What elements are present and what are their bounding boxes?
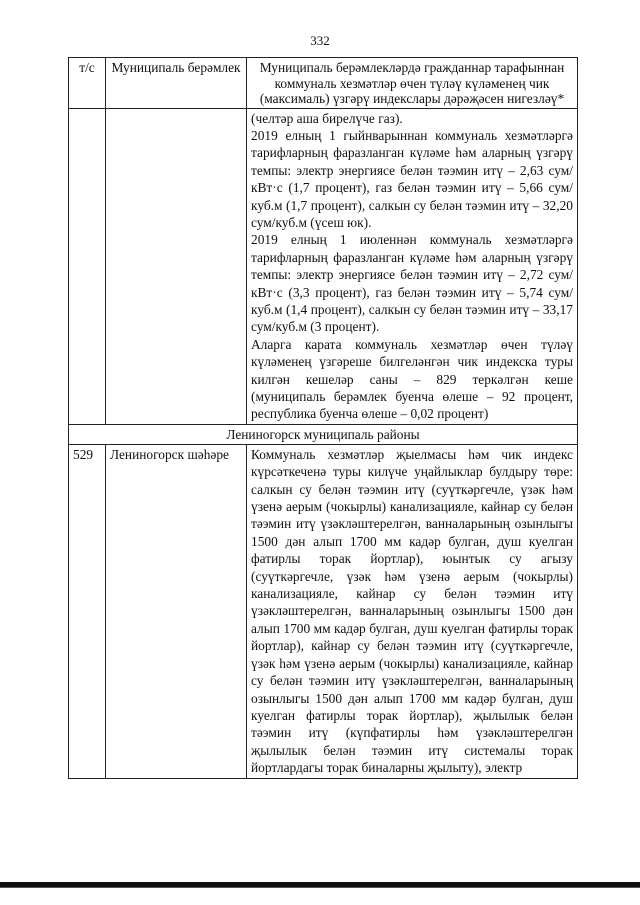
cell-continuation-description	[247, 108, 578, 424]
cell-empty-num	[69, 108, 106, 424]
region-header: Лениногорск муниципаль районы	[69, 424, 578, 444]
table-row	[69, 444, 578, 778]
paragraph: 2019 елның 1 июленнән коммуналь хезмәтләргә тарифларның фаразланган күләме һәм аларның үзгәрү темпы: электр энергиясе белән тәэмин итү – 2,72 сум/кВт·с (3,3 процент), газ белән тәэмин итү – 5,74 сум/куб.м (1,4 процент), салкын су белән тәэмин итү – 33,17 сум/куб.м (3 процент).	[251, 232, 573, 335]
paragraph: Аларга карата коммуналь хезмәтләр өчен түләү күләменең үзгәреше билгеләнгән чик индекска туры килгән кешеләр саны – 829 теркәлгән кеше (муниципаль берәмлек буенча өлеше – 92 процент, республика буенча өлеше – 0,02 процент)	[251, 336, 573, 422]
row-number: 529	[69, 444, 106, 778]
header-description: Муниципаль берәмлекләрдә гражданнар тарафыннан коммуналь хезмәтләр өчен түләү күләменең чик (максималь) үзгәрү индекслары дәрәҗәсен нигезләү*	[247, 58, 578, 109]
row-description: Коммуналь хезмәтләр җыелмасы һәм чик индекс күрсәткеченә туры килүче уңайлыклар булдыру төре: салкын су белән тәэмин итү (суүткәргечле, үзәк һәм үзенә аерым (чокырлы) канализацияле, кайнар су белән тәэмин итү үзәкләштерелгән, ванналарының озынлыгы 1500 дән алып 1700 мм кадәр булган, душ куелган фатирлы торак йортлар), юынтык су агызу (суүткәргечле, үзәк һәм үзенә аерым (чокырлы) канализацияле, кайнар су белән тәэмин итү үзәкләштерелгән, ванналарының озынлыгы 1500 дән алып 1700 мм кадәр булган, душ куелган фатирлы торак йортлар), кайнар су белән тәэмин итү (суүткәргечле, үзәк һәм үзенә аерым (чокырлы) канализацияле, кайнар су белән тәэмин итү үзәкләштерелгән, ванналарының озынлыгы 1500 дән алып 1700 мм кадәр булган, душ куелган фатирлы торак йортлар), җылылык белән тәэмин итү (күпфатирлы һәм үзәкләштерелгән җылылык белән тәэмин итү системалы торак йортлардагы торак биналарны җылыту), электр	[247, 444, 578, 778]
table-row-continuation	[69, 108, 578, 424]
region-header-row	[69, 424, 578, 444]
scan-edge-line	[0, 887, 640, 888]
cell-empty-municipality	[106, 108, 247, 424]
paragraph: 2019 елның 1 гыйнварыннан коммуналь хезмәтләргә тарифларның фаразланган күләме һәм аларның үзгәрү темпы: электр энергиясе белән тәэмин итү – 2,63 сум/кВт·с (1,7 процент), газ белән тәэмин итү – 5,66 сум/куб.м (1,7 процент), салкын су белән тәэмин итү – 32,20 сум/куб.м (үсеш юк).	[251, 127, 573, 230]
page-number: 332	[310, 33, 330, 48]
tariff-table	[68, 57, 578, 779]
row-municipality: Лениногорск шәһәре	[106, 444, 247, 778]
header-municipality: Муниципаль берәмлек	[106, 58, 247, 109]
paragraph: (челтәр аша бирелүче газ).	[251, 110, 403, 126]
table-header-row	[69, 58, 578, 109]
header-num: т/с	[69, 58, 106, 109]
